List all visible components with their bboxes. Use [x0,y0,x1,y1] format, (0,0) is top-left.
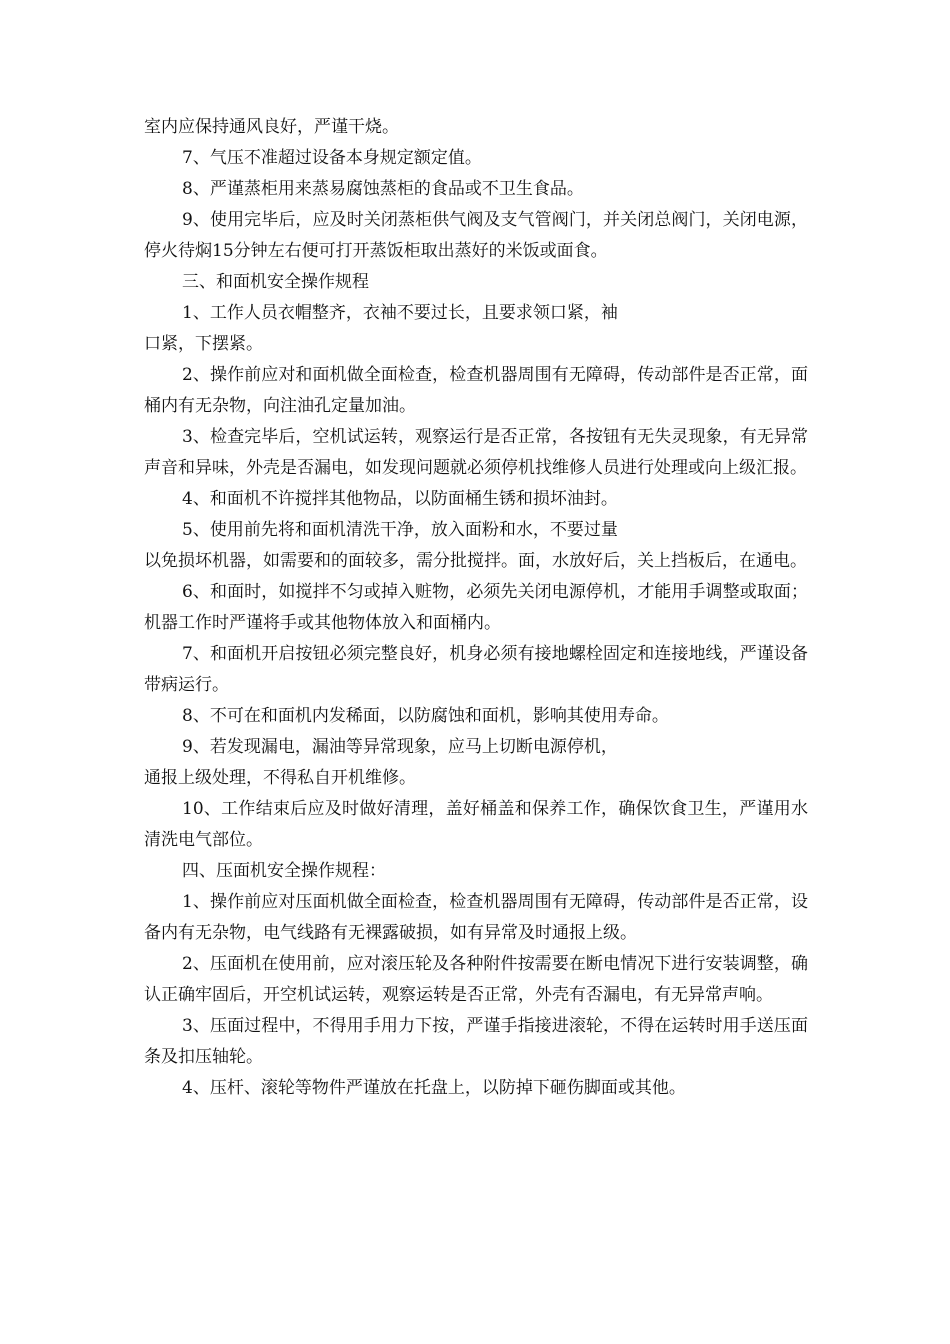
paragraph: 6、和面时，如搅拌不匀或掉入赃物，必须先关闭电源停机，才能用手调整或取面；机器工作时严谨将手或其他物体放入和面桶内。 [144,582,808,633]
paragraph: 7、和面机开启按钮必须完整良好，机身必须有接地螺栓固定和连接地线，严谨设备带病运行。 [144,644,808,695]
paragraph: 以免损坏机器，如需要和的面较多，需分批搅拌。面，水放好后，关上挡板后，在通电。 [144,551,807,571]
paragraph: 4、和面机不许搅拌其他物品，以防面桶生锈和损坏油封。 [182,489,618,509]
paragraph: 10、工作结束后应及时做好清理，盖好桶盖和保养工作，确保饮食卫生，严谨用水清洗电气部位。 [144,799,808,850]
paragraph: 9、若发现漏电，漏油等异常现象，应马上切断电源停机， [182,737,618,757]
section-heading: 三、和面机安全操作规程 [182,272,369,292]
paragraph: 3、检查完毕后，空机试运转，观察运行是否正常，各按钮有无失灵现象，有无异常声音和异味，外壳是否漏电，如发现问题就必须停机找维修人员进行处理或向上级汇报。 [144,427,808,478]
paragraph: 通报上级处理，不得私自开机维修。 [144,768,416,788]
paragraph: 口紧，下摆紧。 [144,334,263,354]
paragraph: 4、压杆、滚轮等物件严谨放在托盘上，以防掉下砸伤脚面或其他。 [182,1078,686,1098]
paragraph: 9、使用完毕后，应及时关闭蒸柜供气阀及支气管阀门，并关闭总阀门，关闭电源，停火待焖15分钟左右便可打开蒸饭柜取出蒸好的米饭或面食。 [144,210,808,261]
paragraph: 7、气压不准超过设备本身规定额定值。 [182,148,482,168]
paragraph: 2、操作前应对和面机做全面检查，检查机器周围有无障碍，传动部件是否正常，面桶内有无杂物，向注油孔定量加油。 [144,365,808,416]
document-body [144,112,808,1104]
section-heading: 四、压面机安全操作规程： [182,861,386,881]
paragraph: 2、压面机在使用前，应对滚压轮及各种附件按需要在断电情况下进行安装调整，确认正确牢固后，开空机试运转，观察运转是否正常，外壳有否漏电，有无异常声响。 [144,954,808,1005]
paragraph: 室内应保持通风良好，严谨干烧。 [144,117,399,137]
paragraph: 8、严谨蒸柜用来蒸易腐蚀蒸柜的食品或不卫生食品。 [182,179,584,199]
paragraph: 8、不可在和面机内发稀面，以防腐蚀和面机，影响其使用寿命。 [182,706,669,726]
paragraph: 1、操作前应对压面机做全面检查，检查机器周围有无障碍，传动部件是否正常，设备内有无杂物，电气线路有无裸露破损，如有异常及时通报上级。 [144,892,808,943]
paragraph: 3、压面过程中，不得用手用力下按，严谨手指接进滚轮，不得在运转时用手送压面条及扣压轴轮。 [144,1016,808,1067]
paragraph: 5、使用前先将和面机清洗干净，放入面粉和水，不要过量 [182,520,618,540]
paragraph: 1、工作人员衣帽整齐，衣袖不要过长，且要求领口紧，袖 [182,303,618,323]
